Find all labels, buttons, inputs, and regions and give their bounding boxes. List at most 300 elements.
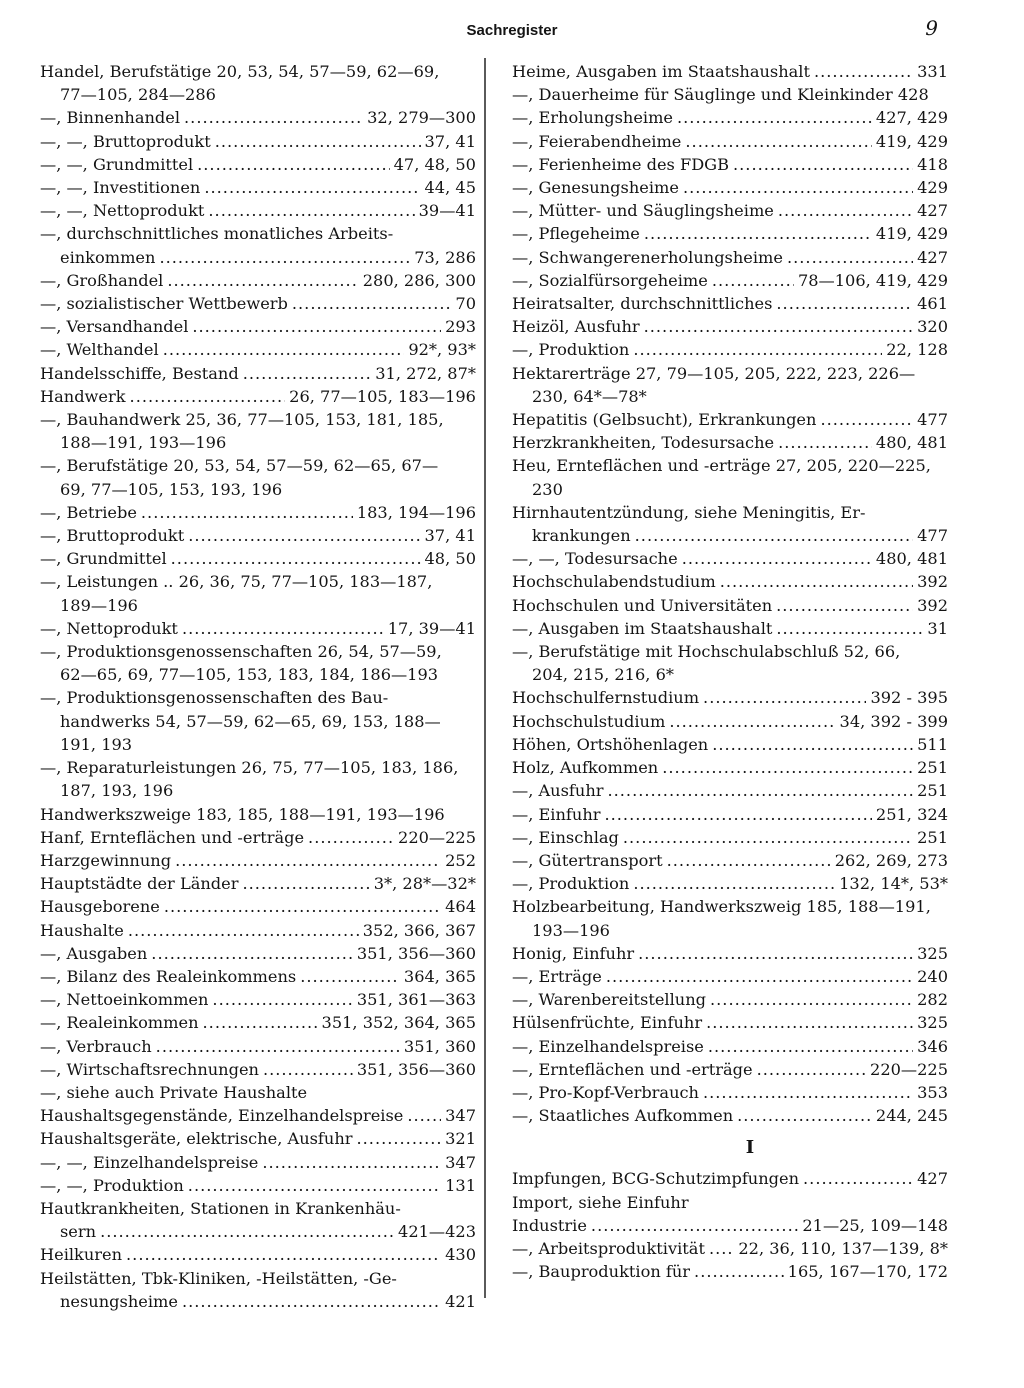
entry-text: —, siehe auch Private Haushalte xyxy=(40,1082,308,1102)
page-reference: 293 xyxy=(445,317,476,337)
entry-line xyxy=(40,292,476,315)
entry-label: Honig, Einfuhr xyxy=(512,943,635,963)
entry-label: Hochschulen und Universitäten xyxy=(512,595,773,615)
page-reference: 220—225 xyxy=(870,1059,948,1079)
entry-label: Harzgewinnung xyxy=(40,850,172,870)
page-reference: 251 xyxy=(917,827,948,847)
index-entry xyxy=(512,315,948,338)
dot-leader xyxy=(151,942,353,965)
entry-text: Handel, Berufstätige 20, 53, 54, 57—59, 62—69, xyxy=(40,62,440,81)
dot-leader xyxy=(215,130,421,153)
dot-leader xyxy=(703,1081,913,1104)
page-reference: 70 xyxy=(455,294,476,314)
page-reference: 244, 245 xyxy=(875,1106,948,1126)
index-section-h xyxy=(512,60,948,1127)
index-entry xyxy=(512,199,948,222)
page-reference: 430 xyxy=(445,1245,476,1265)
page-reference: 351, 360 xyxy=(403,1036,476,1056)
entry-label: —, Genesungsheime xyxy=(512,178,679,198)
index-entry xyxy=(512,60,948,83)
index-entry xyxy=(40,965,476,988)
entry-line xyxy=(512,895,948,918)
dot-leader xyxy=(633,872,835,895)
entry-label: Heizöl, Ausfuhr xyxy=(512,317,640,337)
dot-leader xyxy=(667,849,831,872)
index-entry xyxy=(40,570,476,616)
entry-label: —, Realeinkommen xyxy=(40,1013,199,1033)
index-entry xyxy=(40,803,476,826)
dot-leader xyxy=(706,1011,913,1034)
page-reference: 325 xyxy=(917,943,948,963)
index-entry xyxy=(40,849,476,872)
dot-leader xyxy=(803,1167,913,1190)
index-entry xyxy=(40,176,476,199)
entry-line xyxy=(40,176,476,199)
index-entry xyxy=(512,106,948,129)
entry-line xyxy=(512,872,948,895)
index-entry xyxy=(40,1127,476,1150)
entry-text: Heilstätten, Tbk-Kliniken, -Heilstätten, -Ge- xyxy=(40,1268,397,1288)
index-entry xyxy=(40,385,476,408)
page-reference: 351, 356—360 xyxy=(356,943,476,963)
index-entry xyxy=(40,895,476,918)
entry-label: —, Erträge xyxy=(512,966,602,986)
index-entry xyxy=(40,454,476,500)
page-reference: 352, 366, 367 xyxy=(362,920,476,940)
entry-text: —, durchschnittliches monatliches Arbeits- xyxy=(40,224,394,244)
entry-line xyxy=(40,988,476,1011)
page-reference: 240 xyxy=(917,966,948,986)
dot-leader xyxy=(159,246,410,269)
entry-line xyxy=(512,292,948,315)
entry-label: —, Bruttoprodukt xyxy=(40,526,185,546)
index-entry xyxy=(512,756,948,779)
index-section-i xyxy=(512,1167,948,1283)
page-number: 9 xyxy=(925,16,938,40)
page-reference: 251 xyxy=(917,758,948,778)
entry-line xyxy=(40,1035,476,1058)
entry-line xyxy=(512,1058,948,1081)
entry-label: Handwerk xyxy=(40,386,126,406)
dot-leader xyxy=(300,965,400,988)
entry-line xyxy=(512,710,948,733)
entry-text: 62—65, 69, 77—105, 153, 183, 184, 186—193 xyxy=(60,665,439,685)
index-entry xyxy=(40,640,476,686)
page-reference: 131 xyxy=(445,1175,476,1195)
entry-line xyxy=(40,478,476,501)
dot-leader xyxy=(682,547,872,570)
entry-text: handwerks 54, 57—59, 62—65, 69, 153, 188— xyxy=(60,711,441,731)
index-entry xyxy=(40,1151,476,1174)
dot-leader xyxy=(776,292,913,315)
page-reference: 32, 279—300 xyxy=(367,108,476,128)
entry-line xyxy=(40,1127,476,1150)
entry-label: —, Gütertransport xyxy=(512,850,663,870)
index-entry xyxy=(512,872,948,895)
entry-line xyxy=(512,594,948,617)
page-reference: 73, 286 xyxy=(414,247,476,267)
entry-label: —, Einschlag xyxy=(512,827,619,847)
index-entry xyxy=(40,1243,476,1266)
entry-text: —, Produktionsgenossenschaften des Bau- xyxy=(40,688,389,708)
dot-leader xyxy=(757,1058,866,1081)
index-entry xyxy=(40,362,476,385)
entry-label: —, Ernteflächen und -erträge xyxy=(512,1059,753,1079)
entry-label: Hochschulstudium xyxy=(512,711,666,731)
section-letter-i: I xyxy=(745,1137,755,1159)
index-entry xyxy=(512,710,948,733)
page-reference: 39—41 xyxy=(418,201,476,221)
entry-line xyxy=(512,385,948,408)
dot-leader xyxy=(208,199,414,222)
entry-line xyxy=(40,663,476,686)
entry-line xyxy=(512,640,948,663)
dot-leader xyxy=(357,1127,442,1150)
entry-label: —, Ausgaben im Staatshaushalt xyxy=(512,618,773,638)
entry-text: Holzbearbeitung, Handwerkszweig 185, 188—191, xyxy=(512,897,931,917)
page-reference: 92*, 93* xyxy=(408,340,476,360)
index-entry xyxy=(512,1214,948,1237)
entry-text: —, Produktionsgenossenschaften 26, 54, 57—59, xyxy=(40,642,442,662)
dot-leader xyxy=(263,1058,353,1081)
index-entry xyxy=(40,1104,476,1127)
index-column-left xyxy=(40,60,476,1313)
entry-line xyxy=(512,269,948,292)
entry-line xyxy=(512,617,948,640)
entry-line xyxy=(40,1011,476,1034)
entry-line xyxy=(512,1035,948,1058)
entry-line xyxy=(40,106,476,129)
entry-line xyxy=(512,478,948,501)
entry-text: 230, 64*—78* xyxy=(532,386,647,406)
entry-label: Höhen, Ortshöhenlagen xyxy=(512,734,709,754)
entry-label: Hülsenfrüchte, Einfuhr xyxy=(512,1013,703,1033)
entry-label: —, Sozialfürsorgeheime xyxy=(512,270,708,290)
dot-leader xyxy=(100,1220,394,1243)
index-entry xyxy=(512,292,948,315)
entry-line xyxy=(40,408,476,431)
index-entry xyxy=(40,269,476,292)
entry-line xyxy=(512,199,948,222)
entry-label: —, Ausgaben xyxy=(40,943,148,963)
index-entry xyxy=(512,83,948,106)
page-reference: 429 xyxy=(917,178,948,198)
entry-line xyxy=(40,1267,476,1290)
index-entry xyxy=(40,942,476,965)
entry-line xyxy=(40,965,476,988)
dot-leader xyxy=(192,315,441,338)
entry-line xyxy=(40,803,476,826)
entry-line xyxy=(512,826,948,849)
dot-leader xyxy=(604,803,871,826)
entry-line xyxy=(512,570,948,593)
index-entry xyxy=(512,988,948,1011)
entry-text: 77—105, 284—286 xyxy=(60,85,216,105)
index-entry xyxy=(512,408,948,431)
entry-label: Heilkuren xyxy=(40,1245,123,1265)
dot-leader xyxy=(720,570,913,593)
dot-leader xyxy=(607,779,913,802)
entry-text: 188—191, 193—196 xyxy=(60,433,227,453)
entry-label: Hochschulabendstudium xyxy=(512,572,716,592)
entry-label: —, —, Nettoprodukt xyxy=(40,201,205,221)
page-reference: 421 xyxy=(445,1291,476,1311)
dot-leader xyxy=(776,617,923,640)
entry-line xyxy=(512,362,948,385)
entry-line xyxy=(40,385,476,408)
entry-text: 69, 77—105, 153, 193, 196 xyxy=(60,479,283,499)
index-entry xyxy=(512,1011,948,1034)
entry-label: Holz, Aufkommen xyxy=(512,758,659,778)
dot-leader xyxy=(126,1243,441,1266)
dot-leader xyxy=(814,60,913,83)
entry-line xyxy=(40,1243,476,1266)
dot-leader xyxy=(635,524,913,547)
entry-line xyxy=(40,640,476,663)
entry-line xyxy=(512,988,948,1011)
entry-label: Heiratsalter, durchschnittliches xyxy=(512,294,773,314)
entry-line xyxy=(512,663,948,686)
entry-label: Haushaltsgegenstände, Einzelhandelspreise xyxy=(40,1106,404,1126)
entry-line xyxy=(512,756,948,779)
entry-line xyxy=(40,1220,476,1243)
entry-line xyxy=(512,849,948,872)
entry-label: —, Produktion xyxy=(512,874,630,894)
entry-label: —, Pro-Kopf-Verbrauch xyxy=(512,1082,699,1102)
index-entry xyxy=(512,1237,948,1260)
entry-line xyxy=(40,315,476,338)
page-reference: 132, 14*, 53* xyxy=(839,874,948,894)
entry-line xyxy=(512,106,948,129)
page-reference: 464 xyxy=(445,897,476,917)
dot-leader xyxy=(141,501,353,524)
entry-line xyxy=(40,222,476,245)
dot-leader xyxy=(778,431,872,454)
entry-label: Industrie xyxy=(512,1215,587,1235)
dot-leader xyxy=(703,686,866,709)
index-entry xyxy=(512,895,948,941)
index-entry xyxy=(512,246,948,269)
index-column-right xyxy=(512,60,948,1283)
page-reference: 480, 481 xyxy=(875,433,948,453)
index-entry xyxy=(40,1197,476,1243)
index-entry xyxy=(512,849,948,872)
entry-label: —, Erholungsheime xyxy=(512,108,674,128)
index-entry xyxy=(512,1260,948,1283)
entry-line xyxy=(40,1197,476,1220)
entry-line xyxy=(40,246,476,269)
entry-line xyxy=(512,686,948,709)
entry-label: —, —, Einzelhandelspreise xyxy=(40,1152,259,1172)
index-entry xyxy=(512,617,948,640)
entry-text: Heu, Ernteflächen und -erträge 27, 205, 220—225, xyxy=(512,456,931,476)
index-entry xyxy=(512,779,948,802)
index-entry xyxy=(512,1191,948,1214)
entry-line xyxy=(40,199,476,222)
dot-leader xyxy=(737,1104,872,1127)
entry-line xyxy=(40,153,476,176)
dot-leader xyxy=(197,153,389,176)
entry-line xyxy=(40,1081,476,1104)
dot-leader xyxy=(644,315,913,338)
page-reference: 48, 50 xyxy=(424,549,476,569)
index-entry xyxy=(512,640,948,686)
entry-label: Hausgeborene xyxy=(40,897,160,917)
index-entry xyxy=(512,362,948,408)
entry-label: —, Arbeitsproduktivität xyxy=(512,1238,705,1258)
entry-text: 191, 193 xyxy=(60,734,133,754)
page-reference: 251 xyxy=(917,781,948,801)
index-entry xyxy=(40,222,476,268)
page-reference: 26, 77—105, 183—196 xyxy=(289,386,476,406)
index-entry xyxy=(512,431,948,454)
entry-line xyxy=(40,1151,476,1174)
entry-text: 189—196 xyxy=(60,595,138,615)
entry-label: sern xyxy=(60,1222,97,1242)
entry-line xyxy=(40,779,476,802)
page-reference: 220—225 xyxy=(398,827,476,847)
index-entry xyxy=(512,501,948,547)
entry-label: —, —, Grundmittel xyxy=(40,154,194,174)
page-reference: 320 xyxy=(917,317,948,337)
index-entry xyxy=(512,803,948,826)
index-entry xyxy=(40,919,476,942)
entry-line xyxy=(40,895,476,918)
entry-line xyxy=(40,942,476,965)
entry-line xyxy=(512,315,948,338)
entry-line xyxy=(512,919,948,942)
entry-line xyxy=(40,362,476,385)
entry-label: —, Einfuhr xyxy=(512,804,601,824)
page-reference: 325 xyxy=(917,1013,948,1033)
index-entry xyxy=(512,153,948,176)
entry-line xyxy=(40,547,476,570)
entry-line xyxy=(512,454,948,477)
entry-label: —, —, Produktion xyxy=(40,1175,184,1195)
dot-leader xyxy=(188,1174,441,1197)
entry-line xyxy=(40,710,476,733)
entry-line xyxy=(512,176,948,199)
entry-text: —, Dauerheime für Säuglinge und Kleinkinder 428 xyxy=(512,85,929,105)
entry-line xyxy=(512,431,948,454)
dot-leader xyxy=(204,176,420,199)
entry-line xyxy=(40,1058,476,1081)
entry-label: —, Welthandel xyxy=(40,340,159,360)
entry-line xyxy=(40,269,476,292)
dot-leader xyxy=(184,106,363,129)
index-entry xyxy=(40,501,476,524)
entry-line xyxy=(40,570,476,593)
page-reference: 346 xyxy=(917,1036,948,1056)
entry-line xyxy=(512,130,948,153)
page-reference: 251, 324 xyxy=(875,804,948,824)
entry-label: —, Staatliches Aufkommen xyxy=(512,1106,734,1126)
index-entry xyxy=(512,130,948,153)
entry-label: Heime, Ausgaben im Staatshaushalt xyxy=(512,62,810,81)
entry-label: —, Ausfuhr xyxy=(512,781,604,801)
entry-label: einkommen xyxy=(60,247,156,267)
entry-line xyxy=(512,501,948,524)
entry-label: —, Ferienheime des FDGB xyxy=(512,154,730,174)
entry-label: Hepatitis (Gelbsucht), Erkrankungen xyxy=(512,410,817,430)
index-entry xyxy=(40,1011,476,1034)
page-reference: 331 xyxy=(917,62,948,81)
entry-label: —, Schwangerenerholungsheime xyxy=(512,247,783,267)
entry-text: Hektarerträge 27, 79—105, 205, 222, 223, 226— xyxy=(512,363,916,383)
page-reference: 282 xyxy=(917,990,948,1010)
entry-text: —, Berufstätige 20, 53, 54, 57—59, 62—65, 67— xyxy=(40,456,439,476)
index-entry xyxy=(512,570,948,593)
index-entry xyxy=(40,617,476,640)
page-reference: 418 xyxy=(917,154,948,174)
entry-label: —, Einzelhandelspreise xyxy=(512,1036,704,1056)
dot-leader xyxy=(212,988,352,1011)
entry-label: —, Feierabendheime xyxy=(512,131,682,151)
entry-label: —, Produktion xyxy=(512,340,630,360)
dot-leader xyxy=(683,176,913,199)
entry-line xyxy=(40,733,476,756)
entry-line xyxy=(40,1104,476,1127)
entry-text: —, Berufstätige mit Hochschulabschluß 52, 66, xyxy=(512,642,901,662)
page-reference: 183, 194—196 xyxy=(356,502,476,522)
entry-text: Hirnhautentzündung, siehe Meningitis, Er- xyxy=(512,502,866,522)
entry-line xyxy=(512,942,948,965)
entry-line xyxy=(512,524,948,547)
index-entry xyxy=(40,1267,476,1313)
entry-line xyxy=(512,1167,948,1190)
dot-leader xyxy=(242,872,369,895)
index-entry xyxy=(40,1035,476,1058)
index-entry xyxy=(512,1167,948,1190)
page-reference: 37, 41 xyxy=(424,131,476,151)
index-entry xyxy=(40,60,476,106)
entry-label: —, Bilanz des Realeinkommens xyxy=(40,966,297,986)
entry-label: —, —, Investitionen xyxy=(40,178,201,198)
dot-leader xyxy=(709,1237,734,1260)
page-reference: 347 xyxy=(445,1152,476,1172)
entry-line xyxy=(512,408,948,431)
page-reference: 419, 429 xyxy=(875,131,948,151)
column-divider xyxy=(484,58,486,1298)
entry-label: krankungen xyxy=(532,526,631,546)
entry-text: —, Bauhandwerk 25, 36, 77—105, 153, 181, 185, xyxy=(40,410,444,430)
entry-text: —, Reparaturleistungen 26, 75, 77—105, 183, 186, xyxy=(40,758,459,778)
dot-leader xyxy=(606,965,913,988)
entry-line xyxy=(40,501,476,524)
entry-line xyxy=(512,1104,948,1127)
entry-line xyxy=(512,965,948,988)
entry-label: Haushaltsgeräte, elektrische, Ausfuhr xyxy=(40,1129,353,1149)
dot-leader xyxy=(182,617,384,640)
entry-label: —, Warenbereitstellung xyxy=(512,990,707,1010)
dot-leader xyxy=(623,826,913,849)
entry-label: —, —, Todesursache xyxy=(512,549,678,569)
running-head: Sachregister xyxy=(466,22,558,39)
page-reference: 22, 128 xyxy=(886,340,948,360)
entry-line xyxy=(512,60,948,83)
index-entry xyxy=(512,1104,948,1127)
dot-leader xyxy=(712,733,913,756)
dot-leader xyxy=(662,756,913,779)
index-entry xyxy=(40,106,476,129)
dot-leader xyxy=(130,385,286,408)
dot-leader xyxy=(776,594,913,617)
entry-label: —, Grundmittel xyxy=(40,549,167,569)
entry-line xyxy=(512,153,948,176)
dot-leader xyxy=(712,269,794,292)
entry-line xyxy=(40,338,476,361)
index-entry xyxy=(40,315,476,338)
